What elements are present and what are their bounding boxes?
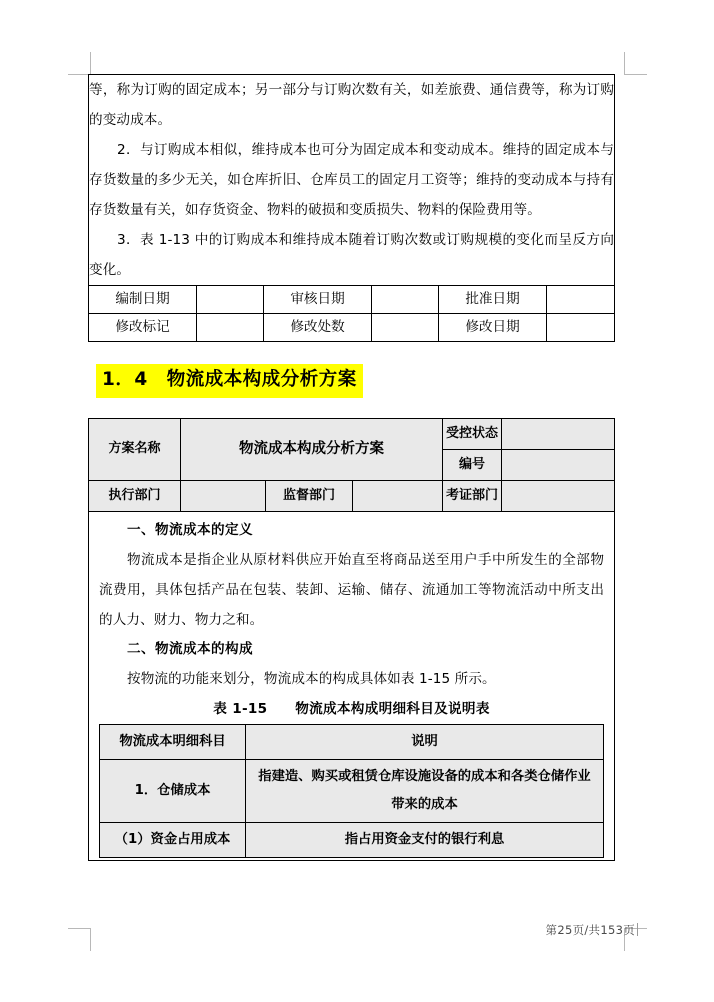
label-exec-dept: 执行部门 xyxy=(89,480,181,511)
label-approval-date: 批准日期 xyxy=(439,286,547,314)
paragraph-item-3: 3．表 1-13 中的订购成本和维持成本随着订购次数或订购规模的变化而呈反方向变化。 xyxy=(89,232,615,278)
table-caption: 表 1-15 物流成本构成明细科目及说明表 xyxy=(213,700,490,717)
value-verify-dept[interactable] xyxy=(502,480,615,511)
page-footer xyxy=(0,922,714,938)
crop-mark-top-right xyxy=(616,52,646,82)
value-revision-count[interactable] xyxy=(372,314,439,342)
section-heading xyxy=(88,364,614,398)
label-plan-name: 方案名称 xyxy=(89,418,181,480)
table-row xyxy=(89,314,615,342)
plan-identification-table xyxy=(88,418,615,861)
cell-cost-description: 指占用资金支付的银行利息 xyxy=(246,822,604,857)
cell-cost-subject: 1．仓储成本 xyxy=(100,759,246,822)
body-prose-cell xyxy=(89,511,615,860)
value-revision-mark[interactable] xyxy=(197,314,264,342)
prose-cell xyxy=(89,75,615,286)
page-number-text: 第25页/共153页 xyxy=(545,923,635,937)
value-prepared-date[interactable] xyxy=(197,286,264,314)
table-row xyxy=(89,480,615,511)
value-plan-number[interactable] xyxy=(502,449,615,480)
label-prepared-date: 编制日期 xyxy=(89,286,197,314)
paragraph-continuation: 等，称为订购的固定成本；另一部分与订购次数有关，如差旅费、通信费等，称为订购的变动成本。 xyxy=(89,82,615,128)
table-row xyxy=(89,418,615,449)
paragraph-composition: 按物流的功能来划分，物流成本的构成具体如表 1-15 所示。 xyxy=(127,670,496,687)
value-revision-date[interactable] xyxy=(547,314,615,342)
value-controlled-status[interactable] xyxy=(502,418,615,449)
table-row xyxy=(89,286,615,314)
table-row xyxy=(100,724,604,759)
label-plan-number: 编号 xyxy=(443,449,502,480)
value-plan-name: 物流成本构成分析方案 xyxy=(181,418,443,480)
cost-detail-table xyxy=(99,724,604,858)
value-supervise-dept[interactable] xyxy=(353,480,443,511)
label-revision-count: 修改处数 xyxy=(264,314,372,342)
label-controlled-status: 受控状态 xyxy=(443,418,502,449)
heading-definition: 一、物流成本的定义 xyxy=(127,521,253,538)
section-heading-text: 1．4 物流成本构成分析方案 xyxy=(96,364,363,398)
cell-cost-subject: （1）资金占用成本 xyxy=(100,822,246,857)
table-row xyxy=(89,511,615,860)
heading-composition: 二、物流成本的构成 xyxy=(127,640,253,657)
label-revision-mark: 修改标记 xyxy=(89,314,197,342)
document-content xyxy=(88,74,614,861)
prose-signoff-table xyxy=(88,74,615,342)
label-supervise-dept: 监督部门 xyxy=(266,480,353,511)
value-approval-date[interactable] xyxy=(547,286,615,314)
paragraph-item-2: 2．与订购成本相似，维持成本也可分为固定成本和变动成本。维持的固定成本与存货数量的多少无关，如仓库折旧、仓库员工的固定月工资等；维持的变动成本与持有存货数量有关，如存货资金、物料的破损和变质损失、物料的保险费用等。 xyxy=(89,142,615,218)
header-description: 说明 xyxy=(246,724,604,759)
label-review-date: 审核日期 xyxy=(264,286,372,314)
value-review-date[interactable] xyxy=(372,286,439,314)
header-cost-subject: 物流成本明细科目 xyxy=(100,724,246,759)
table-row xyxy=(100,759,604,822)
table-row xyxy=(100,822,604,857)
text-caret xyxy=(637,923,638,936)
value-exec-dept[interactable] xyxy=(181,480,266,511)
label-verify-dept: 考证部门 xyxy=(443,480,502,511)
cell-cost-description: 指建造、购买或租赁仓库设施设备的成本和各类仓储作业带来的成本 xyxy=(246,759,604,822)
paragraph-definition: 物流成本是指企业从原材料供应开始直至将商品送至用户手中所发生的全部物流费用，具体包括产品在包装、装卸、运输、储存、流通加工等物流活动中所支出的人力、财力、物力之和。 xyxy=(99,551,605,628)
table-row xyxy=(89,75,615,286)
label-revision-date: 修改日期 xyxy=(439,314,547,342)
